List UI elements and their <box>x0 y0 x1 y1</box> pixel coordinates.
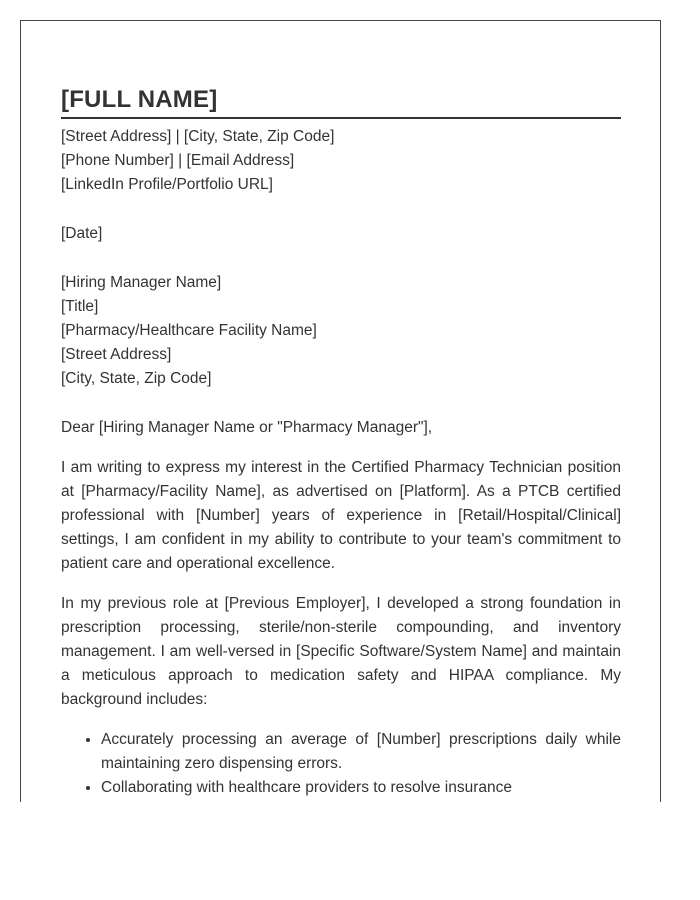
contact-line-address: [Street Address] | [City, State, Zip Code] <box>61 128 335 145</box>
body-paragraph-2: In my previous role at [Previous Employer], I developed a strong foundation in prescription processing, sterile/non-sterile compounding, and inventory management. I am well-versed in [Specific Software/System Name] and maintain a meticulous approach to medication safety and HIPAA compliance. My background includes: <box>61 595 621 708</box>
recipient-title: [Title] <box>61 298 99 315</box>
contact-line-linkedin: [LinkedIn Profile/Portfolio URL] <box>61 176 273 193</box>
letter-date: [Date] <box>61 225 103 242</box>
body-paragraph-1: I am writing to express my interest in the Certified Pharmacy Technician position at [Pharmacy/Facility Name], as advertised on [Platform]. As a PTCB certified professional with [Number] years of experience in [Retail/Hospital/Clinical] settings, I am confident in my ability to contribute to your team's commitment to patient care and operational excellence. <box>61 459 621 572</box>
recipient-street: [Street Address] <box>61 346 172 363</box>
recipient-facility: [Pharmacy/Healthcare Facility Name] <box>61 322 317 339</box>
recipient-block <box>61 271 621 391</box>
recipient-city: [City, State, Zip Code] <box>61 370 212 387</box>
list-item: • Accurately processing an average of [Number] prescriptions daily while maintaining zero dispensing errors. <box>101 728 621 776</box>
document-page <box>20 20 661 802</box>
list-item: • Collaborating with healthcare providers to resolve insurance <box>101 776 621 800</box>
contact-block <box>61 125 621 197</box>
qualifications-list <box>61 728 621 800</box>
contact-line-phone-email: [Phone Number] | [Email Address] <box>61 152 295 169</box>
cover-letter-content <box>61 85 621 800</box>
recipient-name: [Hiring Manager Name] <box>61 274 222 291</box>
full-name-heading: [FULL NAME] <box>61 85 621 119</box>
salutation: Dear [Hiring Manager Name or "Pharmacy Manager"], <box>61 419 433 436</box>
